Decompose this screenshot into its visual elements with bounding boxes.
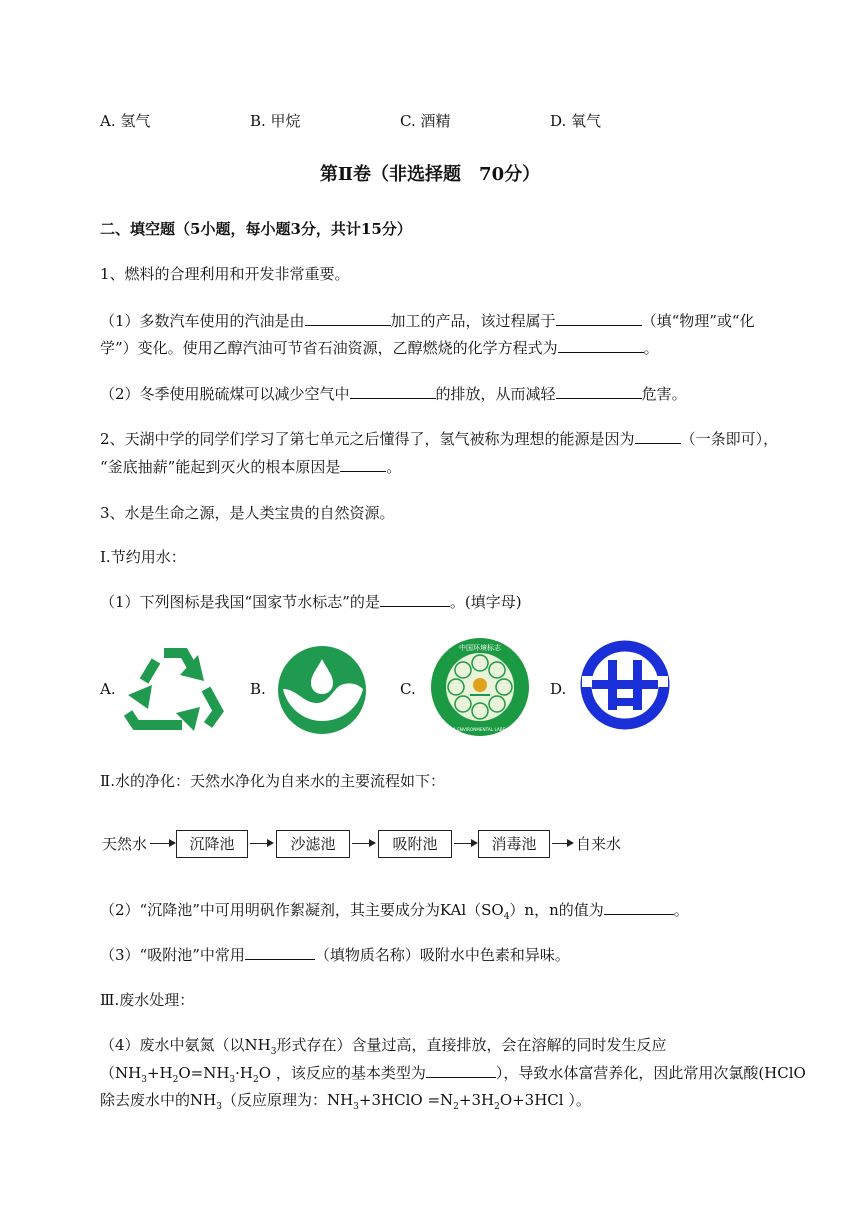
q3-part2: Ⅱ.水的净化：天然水净化为自来水的主要流程如下： [100, 772, 445, 790]
flow-arrow [552, 843, 572, 844]
answer-blank[interactable] [380, 592, 450, 607]
q1-stem: 1、燃料的合理利用和开发非常重要。 [100, 265, 350, 283]
answer-blank[interactable] [305, 311, 391, 326]
section-title: 二、填空题（5小题，每小题3分，共计15分） [100, 220, 412, 238]
flow-arrow [352, 843, 374, 844]
q2-line2 [100, 456, 401, 477]
text: O ，该反应的基本类型为 [258, 1064, 426, 1082]
subscript: 2 [172, 1075, 179, 1085]
subscript: 2 [494, 1102, 500, 1112]
subscript: 2 [253, 1075, 259, 1085]
q1-p1a: （1）多数汽车使用的汽油是由 [100, 312, 305, 330]
answer-blank[interactable] [556, 311, 642, 326]
q3-s4b: 形式存在）含量过高，直接排放，会在溶解的同时发生反应 [276, 1036, 667, 1054]
flow-start: 天然水 [102, 835, 148, 853]
q3-s2b: ）n，n的值为 [509, 901, 604, 919]
flow-step-1: 沉降池 [176, 830, 248, 858]
q1-p2a: （2）冬季使用脱硫煤可以减少空气中 [100, 385, 350, 403]
q1-part1-line2 [100, 337, 659, 358]
q1-p1d: 学”）变化。使用乙醇汽油可节省石油资源，乙醇燃烧的化学方程式为 [100, 339, 558, 357]
q3-sub1 [100, 591, 522, 612]
option-b: B. 甲烷 [250, 112, 301, 130]
q3-sub4-line1 [100, 1034, 667, 1057]
text: +3H [458, 1091, 495, 1109]
text: O+3HCl ）。 [499, 1091, 591, 1109]
q3-sub4-line3 [100, 1089, 591, 1112]
recycle-icon [124, 643, 224, 733]
text: 除去废水中的NH [100, 1091, 217, 1109]
flow-end: 自来水 [576, 835, 622, 853]
q3-s3a: （3）“吸附池”中常用 [100, 946, 245, 964]
subscript: 3 [353, 1102, 359, 1112]
c-ring-text: CHINA ENVIRONMENTAL LABELLING [442, 727, 518, 732]
q3-s2c: 。 [673, 901, 689, 919]
q3-s1a: （1）下列图标是我国“国家节水标志”的是 [100, 593, 380, 611]
flow-arrow [454, 843, 476, 844]
text: ），导致水体富营养化，因此常用次氯酸(HClO [495, 1064, 806, 1082]
environmental-label-icon [430, 637, 530, 737]
q3-s2-sub: 4 [503, 912, 510, 922]
option-c: C. 酒精 [400, 112, 451, 130]
option-d: D. 氧气 [550, 112, 602, 130]
text: （NH [100, 1064, 142, 1082]
q3-part3: Ⅲ.废水处理： [100, 991, 195, 1009]
subscript: 3 [141, 1075, 147, 1085]
q2-c: “釜底抽薪”能起到灭火的根本原因是 [100, 458, 341, 476]
icon-label-d: D. [550, 680, 567, 698]
q1-p2c: 危害。 [641, 385, 687, 403]
q1-part1-line1 [100, 310, 755, 331]
answer-blank[interactable] [635, 429, 681, 444]
q1-p1c: （填“物理”或“化 [641, 312, 755, 330]
q1-p1b: 加工的产品，该过程属于 [390, 312, 556, 330]
text: +3HClO =N [358, 1091, 454, 1109]
text: ·H [235, 1064, 254, 1082]
flow-step-4: 消毒池 [478, 830, 550, 858]
answer-blank[interactable] [426, 1063, 496, 1078]
answer-blank[interactable] [350, 384, 436, 399]
answer-blank[interactable] [340, 457, 386, 472]
q2-a: 2、天湖中学的同学们学习了第七单元之后懂得了，氢气被称为理想的能源是因为 [100, 430, 635, 448]
q3-sub3 [100, 944, 570, 965]
icon-label-c: C. [400, 680, 416, 698]
icon-label-a: A. [100, 680, 116, 698]
option-a: A. 氢气 [100, 112, 151, 130]
answer-blank[interactable] [558, 338, 644, 353]
q3-stem: 3、水是生命之源，是人类宝贵的自然资源。 [100, 504, 395, 522]
q3-sub4-line2 [100, 1062, 806, 1085]
q1-p1e: 。 [643, 339, 659, 357]
q1-part2 [100, 383, 687, 404]
subscript: 3 [216, 1102, 222, 1112]
text: O=NH [178, 1064, 230, 1082]
answer-blank[interactable] [245, 945, 315, 960]
text: （反应原理为：NH [221, 1091, 354, 1109]
q2-line1 [100, 428, 778, 449]
subscript: 3 [270, 1047, 277, 1057]
flow-step-2: 沙滤池 [276, 830, 350, 858]
q1-p2b: 的排放，从而减轻 [435, 385, 556, 403]
q2-b: （一条即可）， [680, 430, 779, 448]
q3-part1: Ⅰ.节约用水： [100, 548, 186, 566]
q3-s1b: 。(填字母) [449, 593, 522, 611]
text: +H [146, 1064, 173, 1082]
answer-blank[interactable] [556, 384, 642, 399]
q3-s3b: （填物质名称）吸附水中色素和异味。 [314, 946, 570, 964]
q2-d: 。 [386, 458, 402, 476]
q3-s2a: （2）“沉降池”中可用明矾作絮凝剂，其主要成分为KAl（SO [100, 901, 504, 919]
flow-arrow [150, 843, 174, 844]
flow-arrow [250, 843, 272, 844]
part2-title: 第Ⅱ卷（非选择题 70分） [319, 164, 541, 185]
c-outer-text: 中国环境标志 [459, 644, 501, 652]
q3-sub2 [100, 899, 689, 922]
q3-s4a: （4）废水中氨氮（以NH [100, 1036, 271, 1054]
answer-blank[interactable] [604, 900, 674, 915]
water-drop-icon [277, 645, 367, 735]
blue-circle-logo-icon [580, 640, 670, 730]
flow-step-3: 吸附池 [378, 830, 452, 858]
subscript: 2 [453, 1102, 459, 1112]
icon-label-b: B. [250, 680, 266, 698]
subscript: 3 [229, 1075, 236, 1085]
